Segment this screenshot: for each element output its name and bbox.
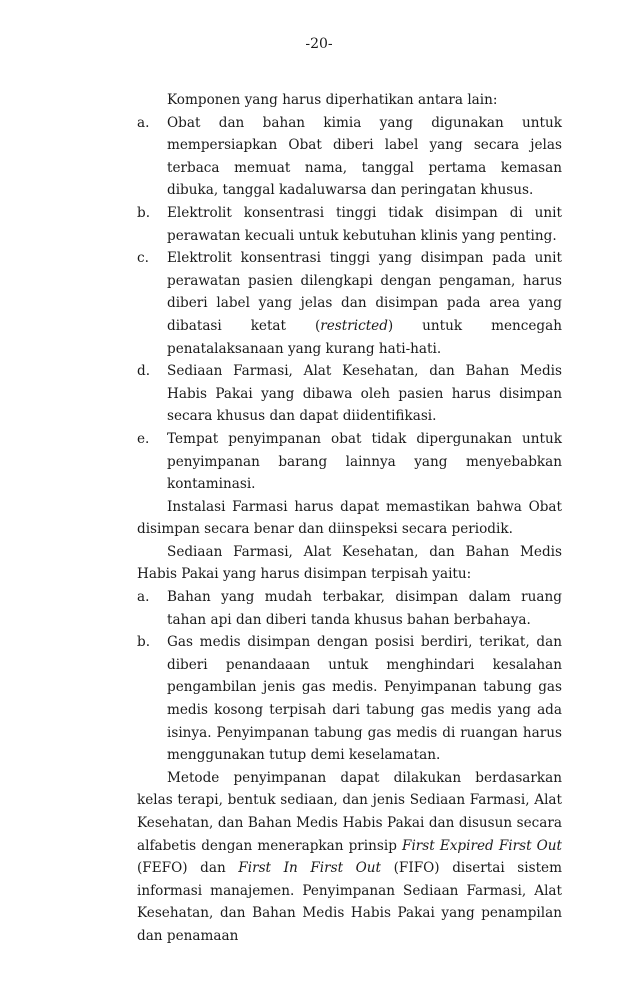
text-run: (FIFO) disertai sistem informasi manajemen. Penyimpanan Sediaan Farmasi, Alat Kesehatan, dan Bahan Medis Habis Pakai yang penampilan dan penamaan <box>137 860 562 944</box>
text-run: Tempat penyimpanan obat tidak dipergunakan untuk penyimpanan barang lainnya yang menyebabkan kontaminasi. <box>167 430 562 493</box>
italic-term: First Expired First Out <box>402 837 562 854</box>
list-item <box>137 202 562 247</box>
list-item-text <box>167 360 562 428</box>
page-number: -20- <box>305 36 333 52</box>
list-item-text <box>167 631 562 767</box>
list-marker: a. <box>137 114 150 131</box>
paragraph-separate-storage: Sediaan Farmasi, Alat Kesehatan, dan Bahan Medis Habis Pakai yang harus disimpan terpisah yaitu: <box>137 543 562 583</box>
list-item <box>137 360 562 428</box>
list-marker: c. <box>137 250 149 267</box>
paragraph-storage-method <box>137 767 562 948</box>
separate-storage-list <box>137 586 562 767</box>
text-run: Sediaan Farmasi, Alat Kesehatan, dan Bahan Medis Habis Pakai yang dibawa oleh pasien harus disimpan secara khusus dan dapat diidentifikasi. <box>167 363 562 425</box>
text-run: Gas medis disimpan dengan posisi berdiri, terikat, dan diberi penandaaan untuk menghindari kesalahan pengambilan jenis gas medis. Penyimpanan tabung gas medis kosong terpisah dari tabung gas medis yang ada isinya. Penyimpanan tabung gas medis di ruangan harus menggunakan tutup demi keselamatan. <box>167 634 562 764</box>
list-item-text <box>167 586 562 631</box>
list-item <box>137 586 562 631</box>
list-item <box>137 247 562 360</box>
list-item <box>137 428 562 496</box>
text-run: Elektrolit konsentrasi tinggi tidak disimpan di unit perawatan kecuali untuk kebutuhan klinis yang penting. <box>167 204 562 244</box>
italic-term: First In First Out <box>238 860 382 877</box>
paragraph-inspection: Instalasi Farmasi harus dapat memastikan bahwa Obat disimpan secara benar dan diinspeksi secara periodik. <box>137 498 562 538</box>
italic-term: restricted <box>320 317 388 334</box>
text-run: Elektrolit konsentrasi tinggi yang disimpan pada unit perawatan pasien dilengkapi dengan pengaman, harus diberi label yang jelas dan disimpan pada area yang dibatasi ketat ( <box>167 250 562 334</box>
text-run: Obat dan bahan kimia yang digunakan untuk mempersiapkan Obat diberi label yang secara jelas terbaca memuat nama, tanggal pertama kemasan dibuka, tanggal kadaluwarsa dan peringatan khusus. <box>167 114 562 199</box>
intro-paragraph: Komponen yang harus diperhatikan antara lain: <box>167 92 498 108</box>
list-marker: b. <box>137 204 151 221</box>
list-item-text <box>167 428 562 496</box>
text-run: (FEFO) dan <box>137 860 239 877</box>
text-run: Metode penyimpanan dapat dilakukan berdasarkan kelas terapi, bentuk sediaan, dan jenis Sediaan Farmasi, Alat Kesehatan, dan Bahan Medis Habis Pakai dan disusun secara alfabetis dengan menerapkan prinsip <box>137 769 562 854</box>
storage-components-list <box>137 112 562 496</box>
list-marker: b. <box>137 634 151 651</box>
text-run: Bahan yang mudah terbakar, disimpan dalam ruang tahan api dan diberi tanda khusus bahan berbahaya. <box>167 589 562 628</box>
list-marker: e. <box>137 430 150 447</box>
page-body <box>137 89 562 948</box>
list-item-text <box>167 112 562 202</box>
list-item <box>137 112 562 202</box>
list-marker: a. <box>137 589 150 606</box>
list-item-text <box>167 202 562 247</box>
text-run: ) untuk mencegah penatalaksanaan yang kurang hati-hati. <box>167 317 562 357</box>
list-item <box>137 631 562 767</box>
list-item-text <box>167 247 562 360</box>
list-marker: d. <box>137 363 151 380</box>
